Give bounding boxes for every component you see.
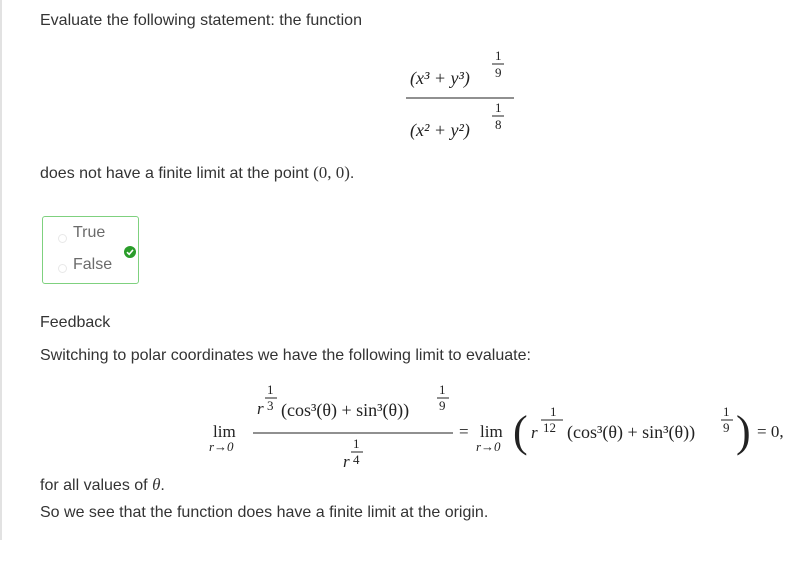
numerator-exp-den: 9	[495, 65, 502, 80]
denominator-exp-den: 8	[495, 117, 502, 132]
lim-right: lim	[480, 422, 503, 441]
question-formula	[400, 44, 520, 150]
result-value: = 0,	[757, 422, 784, 441]
lim-left-sub: r→0	[209, 439, 234, 454]
num-r-exp-den: 3	[267, 398, 274, 413]
big-paren-open: (	[513, 407, 528, 456]
num-trig-exp-num: 1	[439, 382, 446, 397]
num-trig: (cos³(θ) + sin³(θ))	[281, 400, 410, 420]
option-false-label[interactable]: False	[73, 256, 113, 273]
statement-prefix: does not have a finite limit at the point	[40, 165, 314, 182]
rhs-r: r	[531, 423, 538, 442]
option-true-label[interactable]: True	[73, 224, 106, 241]
den-r: r	[343, 452, 350, 471]
answer-options	[42, 216, 139, 284]
equals-sign: =	[459, 422, 469, 441]
rhs-trig: (cos³(θ) + sin³(θ))	[567, 422, 696, 442]
check-circle-icon	[124, 246, 136, 258]
feedback-formula	[205, 380, 805, 476]
lim-left: lim	[213, 422, 236, 441]
denominator-exp-num: 1	[495, 100, 502, 115]
statement-suffix: .	[349, 165, 355, 182]
rhs-trig-exp-den: 9	[723, 420, 730, 435]
den-r-exp-den: 4	[353, 452, 360, 467]
big-paren-close: )	[736, 407, 751, 456]
rhs-r-exp-den: 12	[543, 420, 556, 435]
theta-symbol: θ	[152, 475, 161, 494]
question-intro: Evaluate the following statement: the function	[40, 12, 362, 29]
radio-true[interactable]	[58, 234, 67, 243]
numerator-base: (x³ + y³)	[410, 68, 470, 88]
den-r-exp-num: 1	[353, 436, 360, 451]
feedback-heading: Feedback	[40, 314, 111, 331]
lim-right-sub: r→0	[476, 439, 501, 454]
numerator-exp-num: 1	[495, 48, 502, 63]
num-r: r	[257, 399, 264, 418]
radio-false[interactable]	[58, 264, 67, 273]
num-r-exp-num: 1	[267, 382, 274, 397]
denominator-base: (x² + y²)	[410, 120, 470, 140]
rhs-trig-exp-num: 1	[723, 404, 730, 419]
point-value: (0, 0)	[313, 163, 350, 182]
line2-prefix: for all values of	[40, 477, 153, 494]
line2-suffix: .	[160, 477, 165, 494]
feedback-line3: So we see that the function does have a finite limit at the origin.	[40, 504, 489, 521]
question-statement	[40, 163, 354, 184]
feedback-line1: Switching to polar coordinates we have the following limit to evaluate:	[40, 347, 531, 364]
num-trig-exp-den: 9	[439, 398, 446, 413]
feedback-line2	[40, 475, 165, 496]
left-border	[0, 0, 2, 540]
rhs-r-exp-num: 1	[550, 404, 557, 419]
